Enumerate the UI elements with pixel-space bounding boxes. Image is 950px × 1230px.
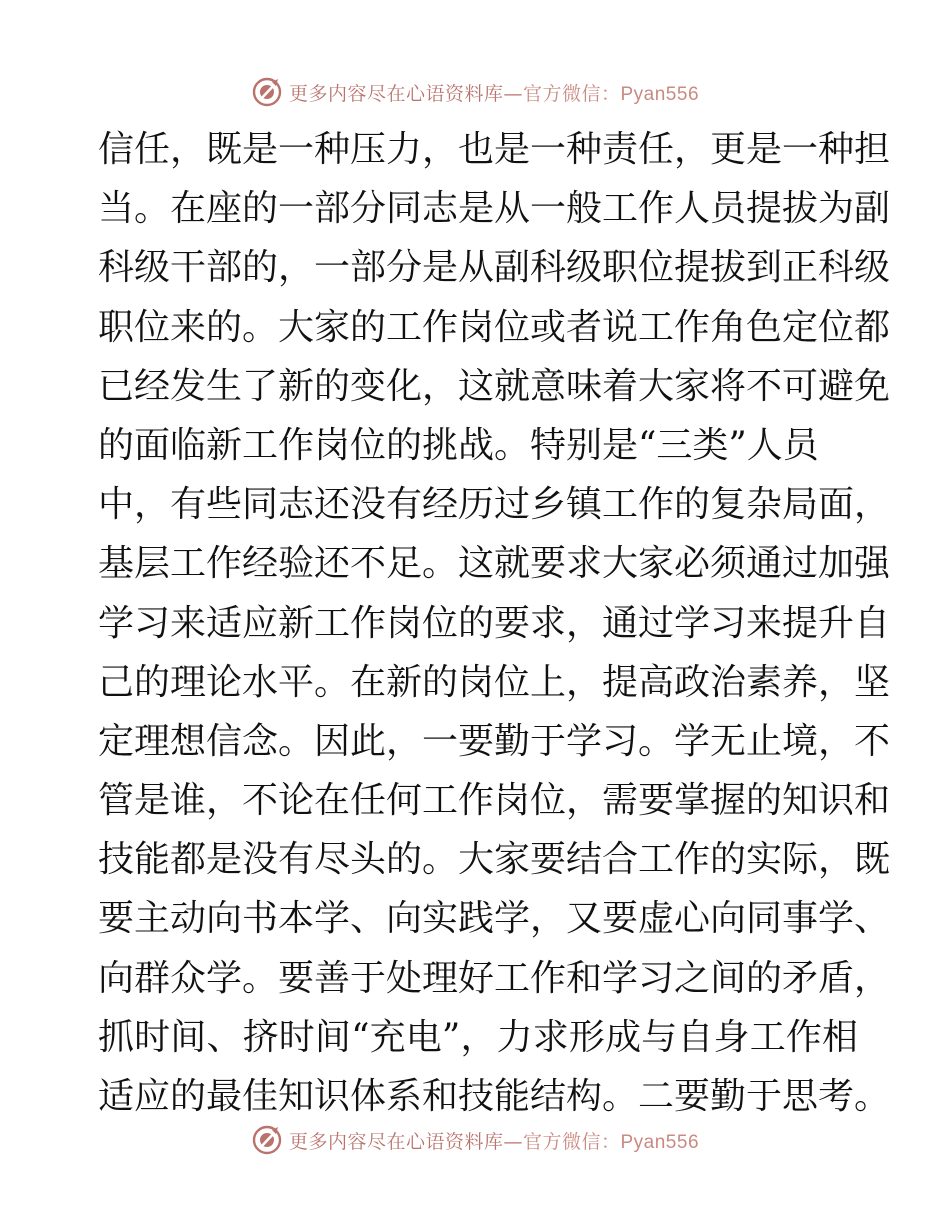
body-line: 的面临新工作岗位的挑战。特别是“三类”人员	[98, 424, 819, 466]
body-line: 向群众学。要善于处理好工作和学习之间的矛盾，	[98, 957, 891, 999]
footer-banner-wechat-label: 官方微信：	[522, 1130, 621, 1153]
body-line: 已经发生了新的变化，这就意味着大家将不可避免	[98, 365, 891, 407]
body-line: 抓时间、挤时间“充电”，力求形成与自身工作相	[98, 1016, 858, 1058]
footer-banner-wechat-id: Pyan556	[620, 1131, 700, 1153]
header-banner-wechat-label: 官方微信：	[522, 82, 621, 105]
footer-watermark-banner	[0, 1120, 950, 1160]
footer-banner-text	[289, 1127, 699, 1154]
body-line: 信任，既是一种压力，也是一种责任，更是一种担	[98, 129, 891, 170]
body-line: 科级干部的，一部分是从副科级职位提拔到正科级	[98, 247, 891, 289]
brand-logo-icon	[251, 1124, 283, 1156]
body-line: 当。在座的一部分同志是从一般工作人员提拔为副	[98, 188, 891, 230]
body-line: 中，有些同志还没有经历过乡镇工作的复杂局面，	[98, 484, 891, 526]
header-banner-wechat-id: Pyan556	[620, 83, 700, 105]
body-line: 己的理论水平。在新的岗位上，提高政治素养，坚	[98, 661, 891, 703]
header-banner-title: 更多内容尽在心语资料库	[288, 82, 504, 105]
body-line: 定理想信念。因此，一要勤于学习。学无止境，不	[98, 720, 891, 762]
body-line: 要主动向书本学、向实践学，又要虚心向同事学、	[98, 898, 891, 940]
document-body	[98, 120, 891, 1126]
header-banner-text	[289, 79, 699, 106]
footer-banner-separator: —	[503, 1130, 523, 1153]
body-line: 基层工作经验还不足。这就要求大家必须通过加强	[98, 543, 891, 585]
header-watermark-banner	[0, 72, 950, 112]
footer-banner-title: 更多内容尽在心语资料库	[288, 1130, 504, 1153]
body-line: 职位来的。大家的工作岗位或者说工作角色定位都	[98, 306, 891, 348]
header-banner-separator: —	[503, 82, 523, 105]
body-line: 适应的最佳知识体系和技能结构。二要勤于思考。	[98, 1076, 891, 1117]
body-line: 学习来适应新工作岗位的要求，通过学习来提升自	[98, 602, 891, 644]
brand-logo-icon	[251, 76, 283, 108]
body-line: 管是谁，不论在任何工作岗位，需要掌握的知识和	[98, 780, 891, 822]
body-line: 技能都是没有尽头的。大家要结合工作的实际，既	[98, 839, 891, 881]
